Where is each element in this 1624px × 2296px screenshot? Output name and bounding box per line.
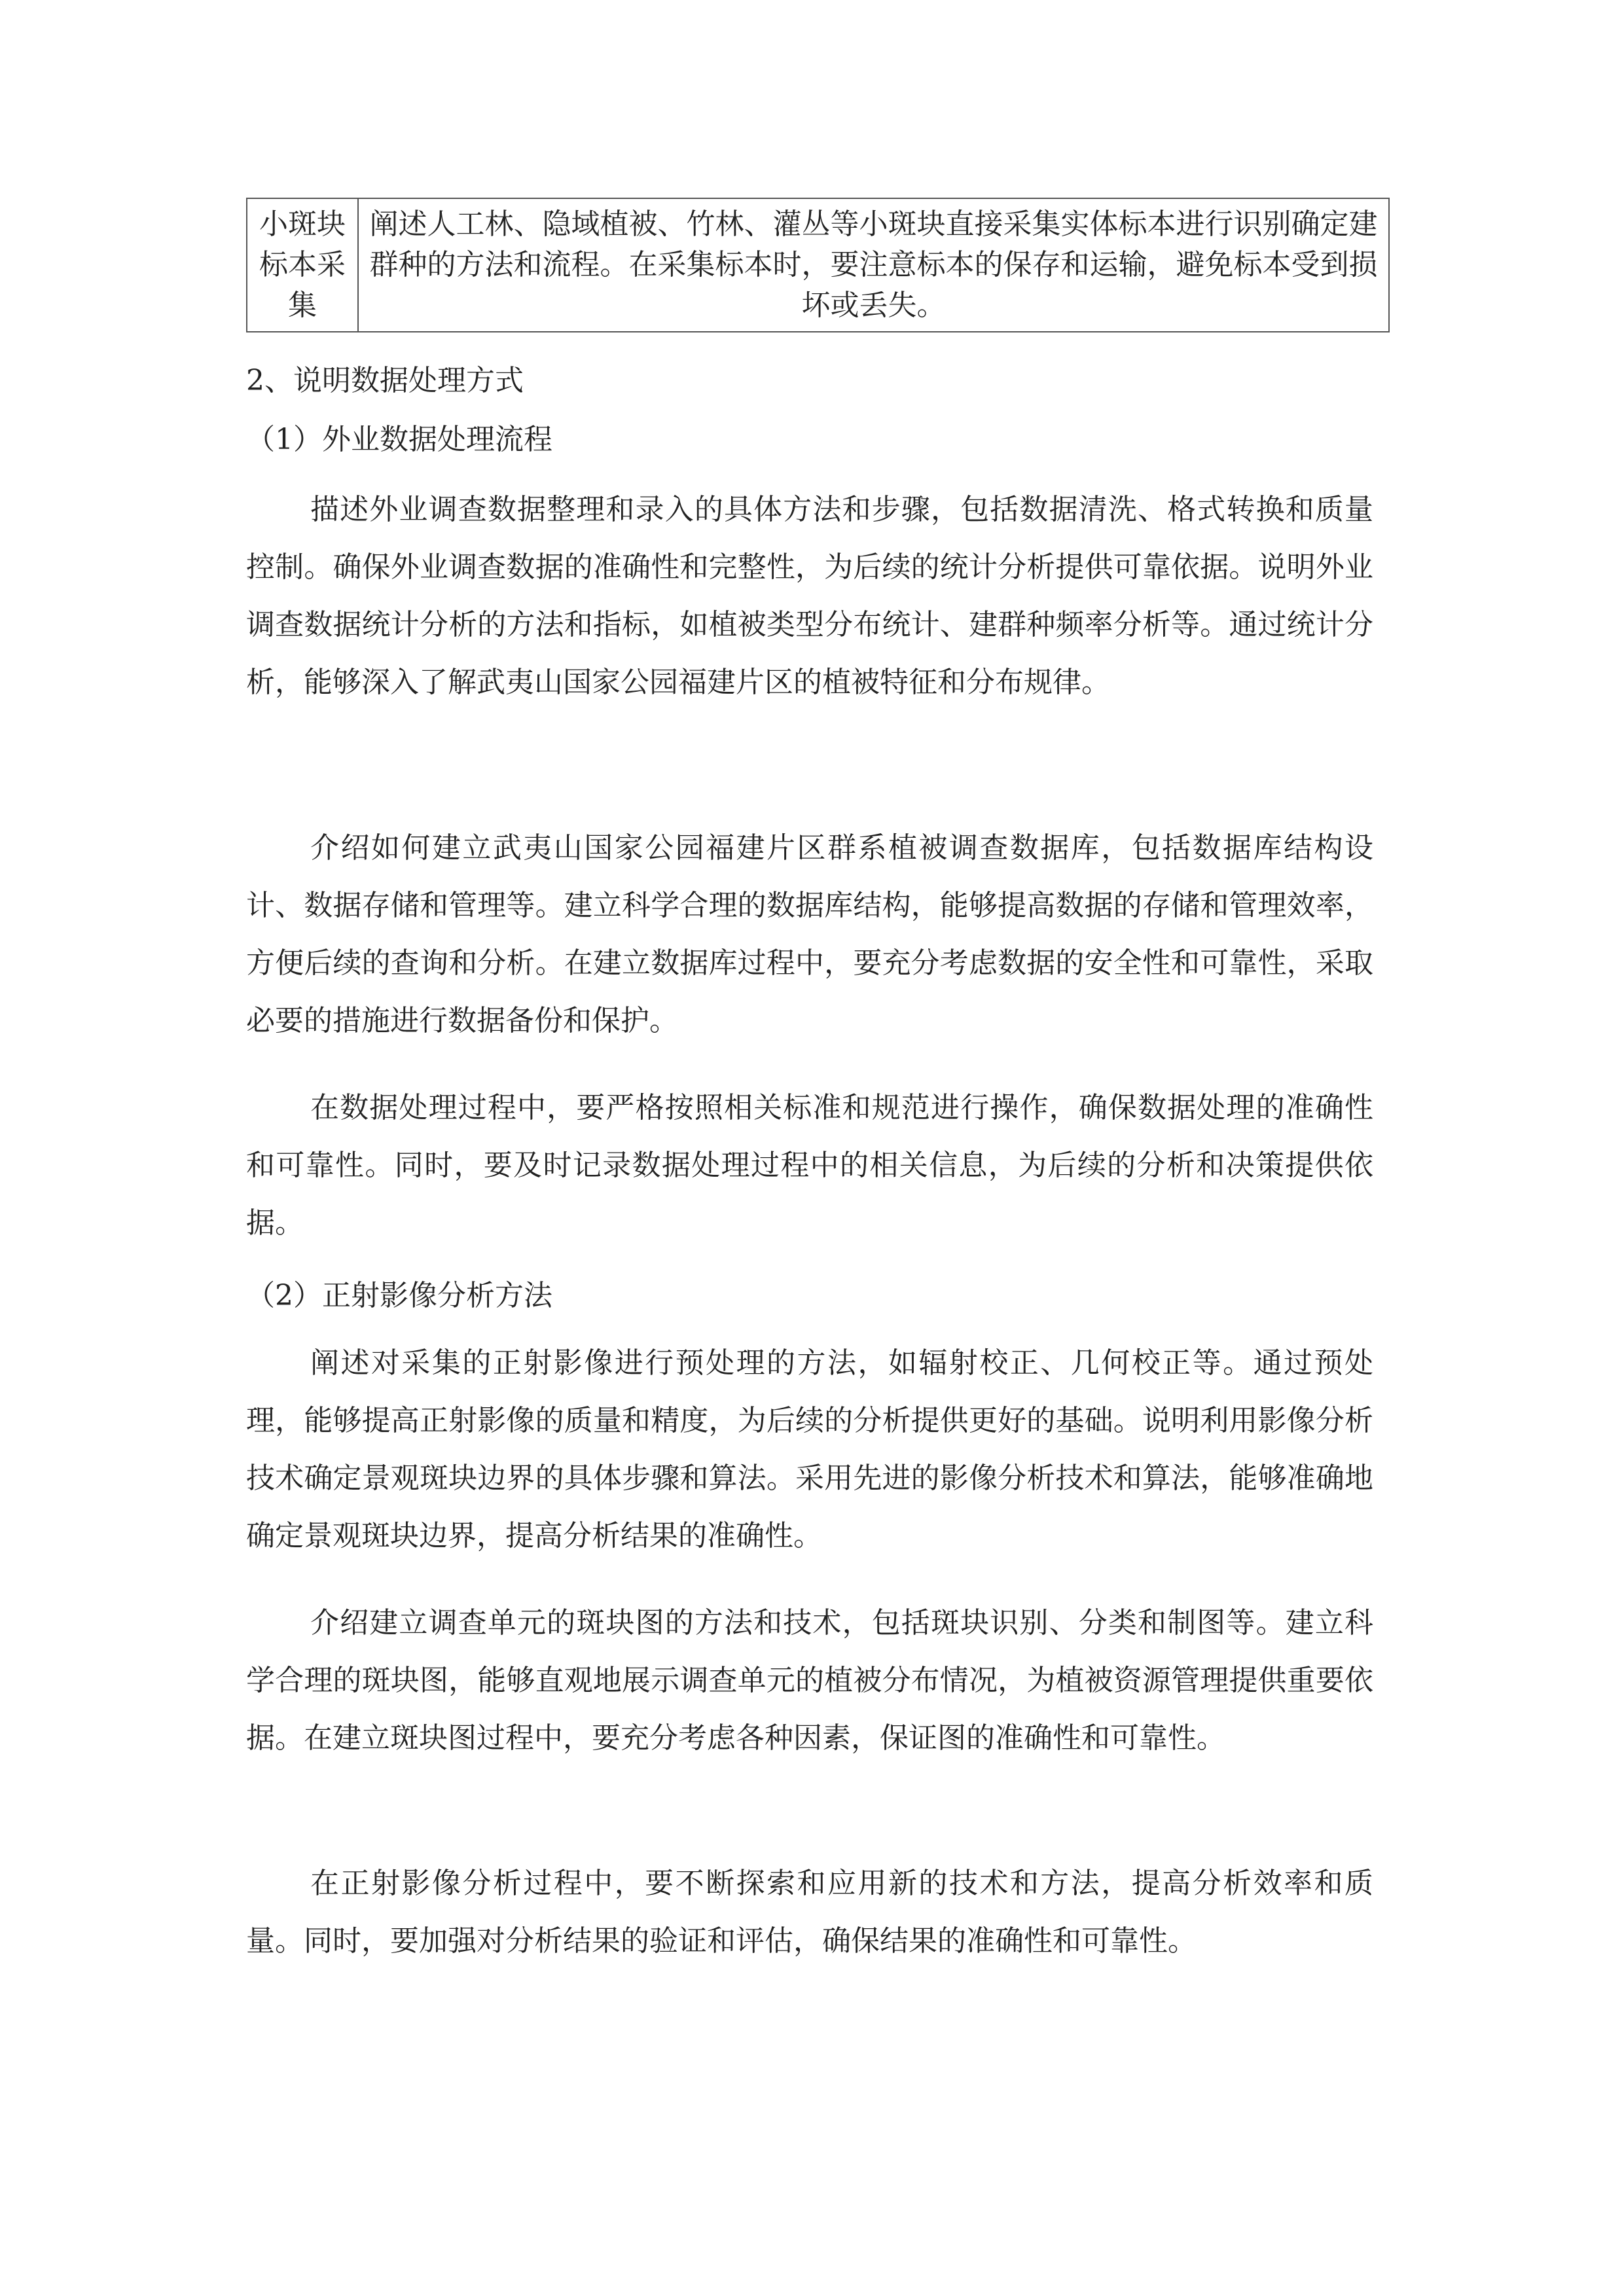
paragraph-2: 介绍如何建立武夷山国家公园福建片区群系植被调查数据库，包括数据库结构设计、数据存储和管理等。建立科学合理的数据库结构，能够提高数据的存储和管理效率，方便后续的查询和分析。在建立数据库过程中，要充分考虑数据的安全性和可靠性，采取必要的措施进行数据备份和保护。 [246, 831, 1373, 1037]
table-row [247, 198, 1389, 332]
table-cell-text: 阐述人工林、隐域植被、竹林、灌丛等小斑块直接采集实体标本进行识别确定建群种的方法和流程。在采集标本时，要注意标本的保存和运输，避免标本受到损坏或丢失。 [358, 198, 1389, 332]
subsection-heading-2: （2）正射影像分析方法 [246, 1279, 552, 1312]
paragraph-3: 在数据处理过程中，要严格按照相关标准和规范进行操作，确保数据处理的准确性和可靠性。同时，要及时记录数据处理过程中的相关信息，为后续的分析和决策提供依据。 [246, 1091, 1373, 1240]
table-cell-label: 小斑块标本采集 [247, 198, 358, 332]
paragraph-4: 阐述对采集的正射影像进行预处理的方法，如辐射校正、几何校正等。通过预处理，能够提高正射影像的质量和精度，为后续的分析提供更好的基础。说明利用影像分析技术确定景观斑块边界的具体步骤和算法。采用先进的影像分析技术和算法，能够准确地确定景观斑块边界，提高分析结果的准确性。 [246, 1346, 1373, 1552]
paragraph-5: 介绍建立调查单元的斑块图的方法和技术，包括斑块识别、分类和制图等。建立科学合理的斑块图，能够直观地展示调查单元的植被分布情况，为植被资源管理提供重要依据。在建立斑块图过程中，要充分考虑各种因素，保证图的准确性和可靠性。 [246, 1606, 1373, 1755]
subsection-heading-1: （1）外业数据处理流程 [246, 423, 552, 456]
section-heading: 2、说明数据处理方式 [246, 364, 524, 397]
paragraph-1: 描述外业调查数据整理和录入的具体方法和步骤，包括数据清洗、格式转换和质量控制。确保外业调查数据的准确性和完整性，为后续的统计分析提供可靠依据。说明外业调查数据统计分析的方法和指标，如植被类型分布统计、建群种频率分析等。通过统计分析，能够深入了解武夷山国家公园福建片区的植被特征和分布规律。 [246, 493, 1373, 699]
specimen-table [246, 198, 1390, 332]
paragraph-6: 在正射影像分析过程中，要不断探索和应用新的技术和方法，提高分析效率和质量。同时，要加强对分析结果的验证和评估，确保结果的准确性和可靠性。 [246, 1867, 1373, 1958]
